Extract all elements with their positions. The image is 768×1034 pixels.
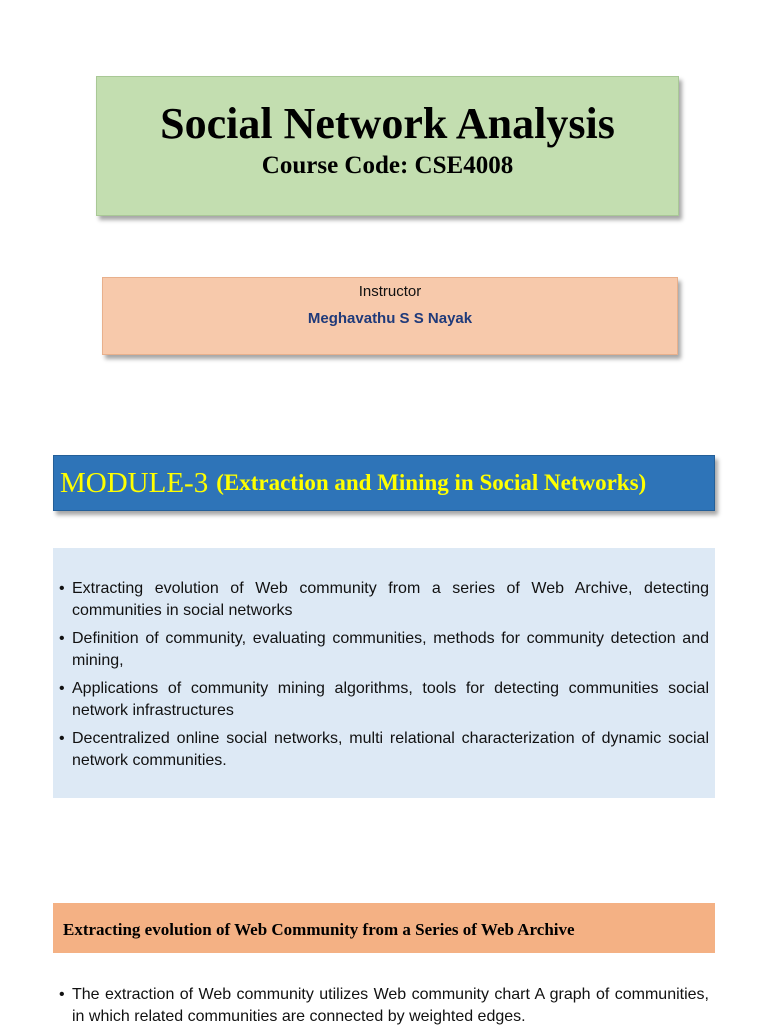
section-heading: Extracting evolution of Web Community from a Series of Web Archive	[63, 920, 575, 939]
list-item	[59, 578, 709, 622]
section-body	[59, 984, 709, 1034]
bullet-icon: •	[59, 730, 65, 747]
instructor-label: Instructor	[358, 283, 422, 300]
topics-list	[59, 578, 709, 772]
list-item	[59, 628, 709, 672]
bullet-icon: •	[59, 680, 65, 697]
module-number: MODULE-3	[60, 466, 209, 499]
bullet-icon: •	[59, 580, 65, 597]
title-box	[96, 76, 679, 216]
instructor-name: Meghavathu S S Nayak	[307, 310, 473, 327]
topic-text: Applications of community mining algorithms, tools for detecting communities social network infrastructures	[72, 680, 709, 719]
module-banner	[53, 455, 715, 511]
bullet-icon: •	[59, 630, 65, 647]
bullet-icon: •	[59, 986, 65, 1003]
course-code: Course Code: CSE4008	[261, 152, 514, 179]
section-heading-box	[53, 903, 715, 953]
topic-text: Decentralized online social networks, multi relational characterization of dynamic social network communities.	[72, 730, 709, 769]
topic-text: Extracting evolution of Web community from a series of Web Archive, detecting communities in social networks	[72, 580, 709, 619]
list-item	[59, 728, 709, 772]
instructor-box	[102, 277, 678, 355]
document-title: Social Network Analysis	[160, 99, 615, 148]
module-description: (Extraction and Mining in Social Networks)	[216, 470, 647, 495]
section-bullet-text: The extraction of Web community utilizes Web community chart A graph of communities, in which related communities are connected by weighted edges.	[72, 986, 709, 1025]
section-list	[59, 984, 709, 1028]
list-item	[59, 678, 709, 722]
topics-box	[53, 548, 715, 798]
list-item	[59, 984, 709, 1028]
topic-text: Definition of community, evaluating communities, methods for community detection and mining,	[72, 630, 709, 669]
